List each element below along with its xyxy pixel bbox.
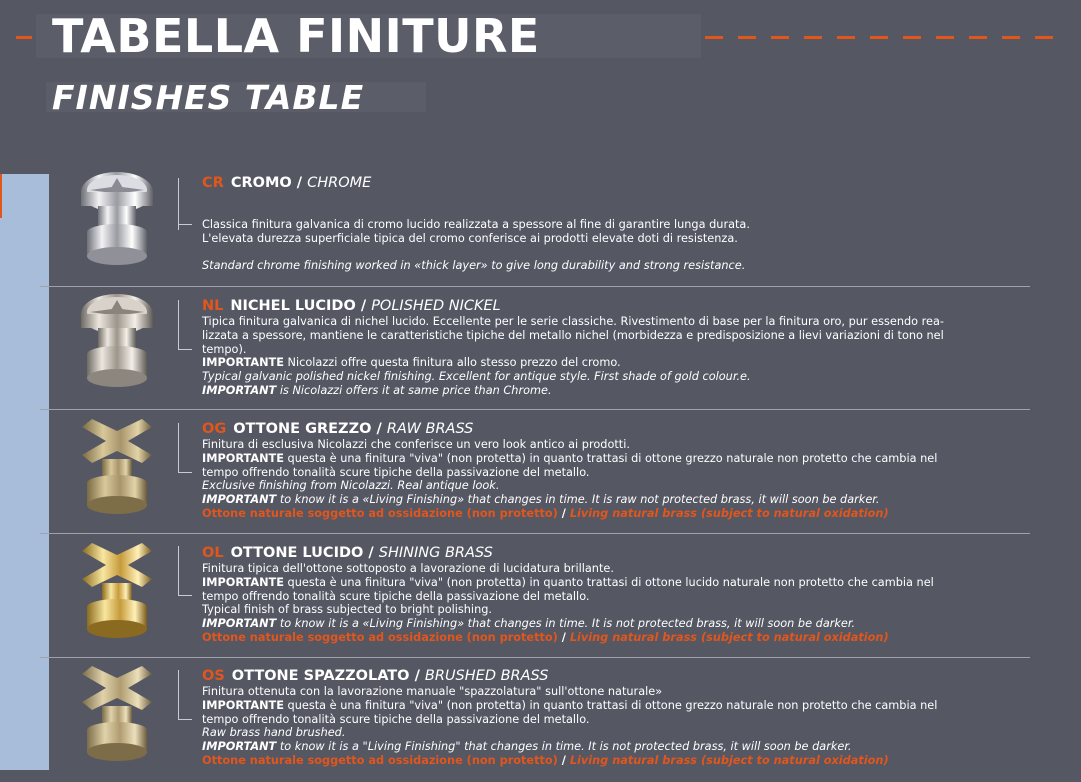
desc-line: Finitura di esclusiva Nicolazzi che conferisce un vero look antico ai prodotti. [202, 438, 630, 451]
chrome-round-handle-icon [72, 168, 162, 276]
desc-line-en: IMPORTANT is Nicolazzi offers it at same price than Chrome. [202, 383, 552, 397]
section-divider [40, 533, 1030, 534]
side-color-bar [0, 174, 49, 770]
desc-line: tempo offrendo tonalità scure tipiche della passivazione del metallo. [202, 589, 590, 603]
desc-line: tempo offrendo tonalità scure tipiche della passivazione del metallo. [202, 712, 590, 726]
finish-name-it: OTTONE SPAZZOLATO [231, 668, 410, 684]
bracket-tick [178, 472, 192, 473]
desc-line: IMPORTANTE questa è una finitura "viva" (non protetta) in quanto trattasi di ottone lucido naturale non protetto che cambia nel [202, 575, 934, 589]
page-subtitle: FINISHES TABLE [52, 78, 365, 117]
finish-code: CR [202, 175, 224, 191]
finish-name-en: POLISHED NICKEL [371, 298, 501, 314]
finish-heading: CR CROMO / CHROME [202, 175, 372, 191]
oxidation-note: Ottone naturale soggetto ad ossidazione (non protetto) / Living natural brass (subject to natural oxidation) [202, 506, 889, 520]
side-accent-line [0, 174, 2, 218]
finish-code: OS [202, 668, 225, 684]
desc-line: IMPORTANTE Nicolazzi offre questa finitura allo stesso prezzo del cromo. [202, 356, 621, 370]
desc-line-en: Exclusive finishing from Nicolazzi. Real antique look. [202, 479, 500, 493]
finish-code: NL [202, 298, 224, 314]
brushed-brass-cross-handle-icon [72, 660, 162, 768]
finish-heading: NL NICHEL LUCIDO / POLISHED NICKEL [202, 298, 501, 314]
finish-section-nl [202, 297, 1032, 398]
finish-code: OG [202, 421, 227, 437]
section-bracket [178, 546, 191, 596]
header-dash [16, 36, 32, 39]
finish-name-en: BRUSHED BRASS [424, 668, 549, 684]
finish-name-it: OTTONE GREZZO [233, 421, 372, 437]
bracket-tick [178, 719, 192, 720]
shining-brass-cross-handle-icon [72, 537, 162, 645]
oxidation-note: Ottone naturale soggetto ad ossidazione (non protetto) / Living natural brass (subject to natural oxidation) [202, 630, 889, 644]
desc-line-en: Typical galvanic polished nickel finishing. Excellent for antique style. First shade of gold colour.e. [202, 370, 751, 384]
finish-name-en: SHINING BRASS [378, 545, 493, 561]
raw-brass-cross-handle-icon [72, 413, 162, 521]
finish-name-it: OTTONE LUCIDO [230, 545, 364, 561]
finish-name-it: NICHEL LUCIDO [230, 298, 356, 314]
desc-line-en: Raw brass hand brushed. [202, 726, 346, 740]
bracket-tick [178, 595, 192, 596]
desc-line-en: Standard chrome finishing worked in «thick layer» to give long durability and strong resistance. [202, 258, 746, 272]
bracket-tick [178, 349, 192, 350]
section-bracket [178, 423, 191, 473]
desc-line-en: IMPORTANT to know it is a «Living Finishing» that changes in time. It is not protected brass, it will soon be darker. [202, 617, 856, 631]
desc-line: tempo offrendo tonalità scure tipiche della passivazione del metallo. [202, 465, 590, 479]
section-divider [40, 286, 1030, 287]
desc-line: Finitura tipica dell'ottone sottoposto a lavorazione di lucidatura brillante. [202, 562, 614, 575]
oxidation-note: Ottone naturale soggetto ad ossidazione (non protetto) / Living natural brass (subject to natural oxidation) [202, 753, 889, 767]
finish-section-os [202, 667, 1032, 768]
section-bracket [178, 178, 191, 230]
desc-line: IMPORTANTE questa è una finitura "viva" (non protetta) in quanto trattasi di ottone grezzo naturale non protetto che cambia nel [202, 451, 938, 465]
desc-line-en: IMPORTANT to know it is a "Living Finishing" that changes in time. It is not protected brass, it will soon be darker. [202, 740, 852, 754]
finish-section-og [202, 420, 1032, 521]
desc-line: L'elevata durezza superficiale tipica del cromo conferisce ai prodotti elevate doti di resistenza. [202, 231, 738, 245]
desc-line-en: IMPORTANT to know it is a «Living Finishing» that changes in time. It is raw not protected brass, it will soon be darker. [202, 493, 880, 507]
nickel-round-handle-icon [72, 290, 162, 398]
finish-section-cr [202, 174, 1032, 272]
page-title: TABELLA FINITURE [52, 9, 540, 63]
bracket-tick [178, 224, 192, 225]
desc-line: lizzata a spessore, mantiene le caratteristiche tipiche del metallo nichel (morbidezza e predisposizione a lievi variazioni di tono nel [202, 328, 944, 342]
section-divider [40, 409, 1030, 410]
desc-line: IMPORTANTE questa è una finitura "viva" (non protetta) in quanto trattasi di ottone grezzo naturale non protetto che cambia nel [202, 698, 938, 712]
finish-heading: OL OTTONE LUCIDO / SHINING BRASS [202, 545, 493, 561]
section-bracket [178, 670, 191, 720]
finish-heading: OS OTTONE SPAZZOLATO / BRUSHED BRASS [202, 668, 549, 684]
desc-line: Typical finish of brass subjected to bright polishing. [202, 603, 492, 617]
finish-code: OL [202, 545, 224, 561]
desc-line: tempo). [202, 342, 247, 356]
desc-line: Classica finitura galvanica di cromo lucido realizzata a spessore al fine di garantire lunga durata. [202, 218, 750, 231]
finish-name-en: RAW BRASS [386, 421, 474, 437]
section-bracket [178, 300, 191, 350]
desc-line: Tipica finitura galvanica di nichel lucido. Eccellente per le serie classiche. Rivestimento di base per la finitura oro, pur essendo rea- [202, 315, 944, 328]
finish-name-it: CROMO [230, 175, 292, 191]
finish-heading: OG OTTONE GREZZO / RAW BRASS [202, 421, 474, 437]
section-divider [40, 657, 1030, 658]
desc-line: Finitura ottenuta con la lavorazione manuale "spazzolatura" sull'ottone naturale» [202, 685, 663, 698]
finish-name-en: CHROME [307, 175, 372, 191]
finish-section-ol [202, 544, 1032, 645]
